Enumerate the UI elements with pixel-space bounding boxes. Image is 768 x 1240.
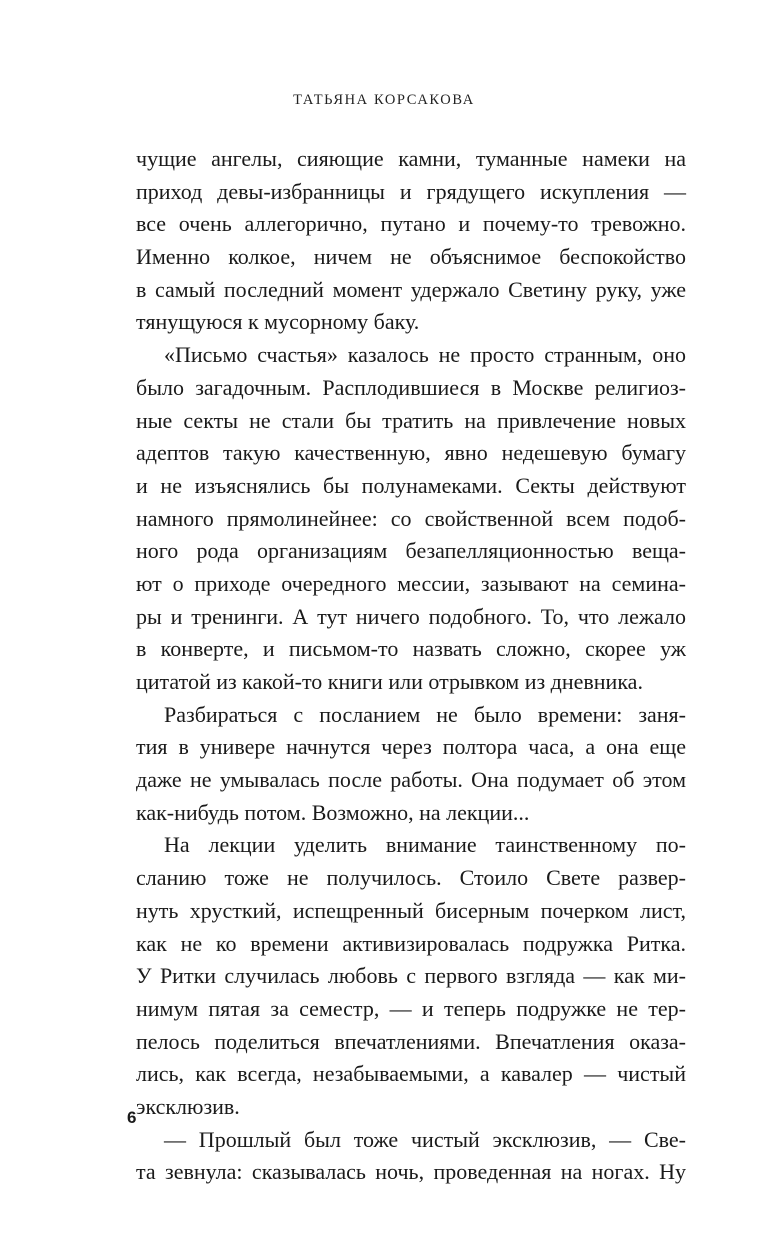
text-line: чущие ангелы, сияющие камни, туманные намеки на [136,146,686,171]
text-line: как не ко времени активизировалась подружка Ритка. [136,930,686,956]
paragraph [136,339,686,699]
paragraph [136,699,686,830]
text-line: сланию тоже не получилось. Стоило Свете развер- [136,865,686,891]
text-line: в конверте, и письмом-то назвать сложно, скорее уж [136,636,686,662]
text-line: эксклюзив. [136,1093,240,1119]
text-line: Разбираться с посланием не было времени: заня- [164,701,686,727]
text-line: в самый последний момент удержало Светину руку, уже [136,276,686,302]
text-line: было загадочным. Расплодившиеся в Москве религиоз- [136,374,686,400]
paragraph [136,829,686,1123]
text-line: все очень аллегорично, путано и почему-то тревожно. [136,211,686,237]
text-line: тянущуюся к мусорному баку. [136,309,420,335]
paragraph [136,1124,686,1189]
paragraph [136,143,686,339]
text-line: цитатой из какой-то книги или отрывком из дневника. [136,669,643,694]
text-line: лись, как всегда, незабываемыми, а кавалер — чистый [136,1061,686,1087]
text-line: ного рода организациям безапелляционностью веща- [136,538,686,564]
text-line: «Письмо счастья» казалось не просто странным, оно [164,342,686,368]
text-line: как-нибудь потом. Возможно, на лекции... [136,799,530,825]
text-line: — Прошлый был тоже чистый эксклюзив, — Све- [164,1126,686,1152]
text-line: нимум пятая за семестр, — и теперь подружке не тер- [136,995,686,1021]
text-line: ют о приходе очередного мессии, зазывают на семина- [136,570,686,596]
text-line: Именно колкое, ничем не объяснимое беспокойство [136,244,686,270]
text-line: и не изъяснялись бы полунамеками. Секты действуют [136,472,686,498]
text-line: приход девы-избранницы и грядущего искупления — [136,178,686,204]
text-line: пелось поделиться впечатлениями. Впечатления оказа- [136,1028,686,1054]
text-line: нуть хрусткий, испещренный бисерным почерком лист, [136,897,686,923]
text-line: та зевнула: сказывалась ночь, проведенная на ногах. Ну [136,1159,686,1185]
text-line: адептов такую качественную, явно недешевую бумагу [136,440,686,466]
text-line: ные секты не стали бы тратить на привлечение новых [136,407,686,433]
running-head-author: ТАТЬЯНА КОРСАКОВА [293,92,475,108]
text-line: ры и тренинги. А тут ничего подобного. То, что лежало [136,603,686,629]
text-line: намного прямолинейнее: со свойственной всем подоб- [136,505,686,531]
text-line: У Ритки случилась любовь с первого взгляда — как ми- [136,963,686,989]
body-text [136,143,686,1189]
text-line: даже не умывалась после работы. Она подумает об этом [136,767,686,793]
page-number: 6 [127,1108,137,1127]
text-line: тия в универе начнутся через полтора часа, а она еще [136,734,686,760]
text-line: На лекции уделить внимание таинственному по- [164,832,686,858]
